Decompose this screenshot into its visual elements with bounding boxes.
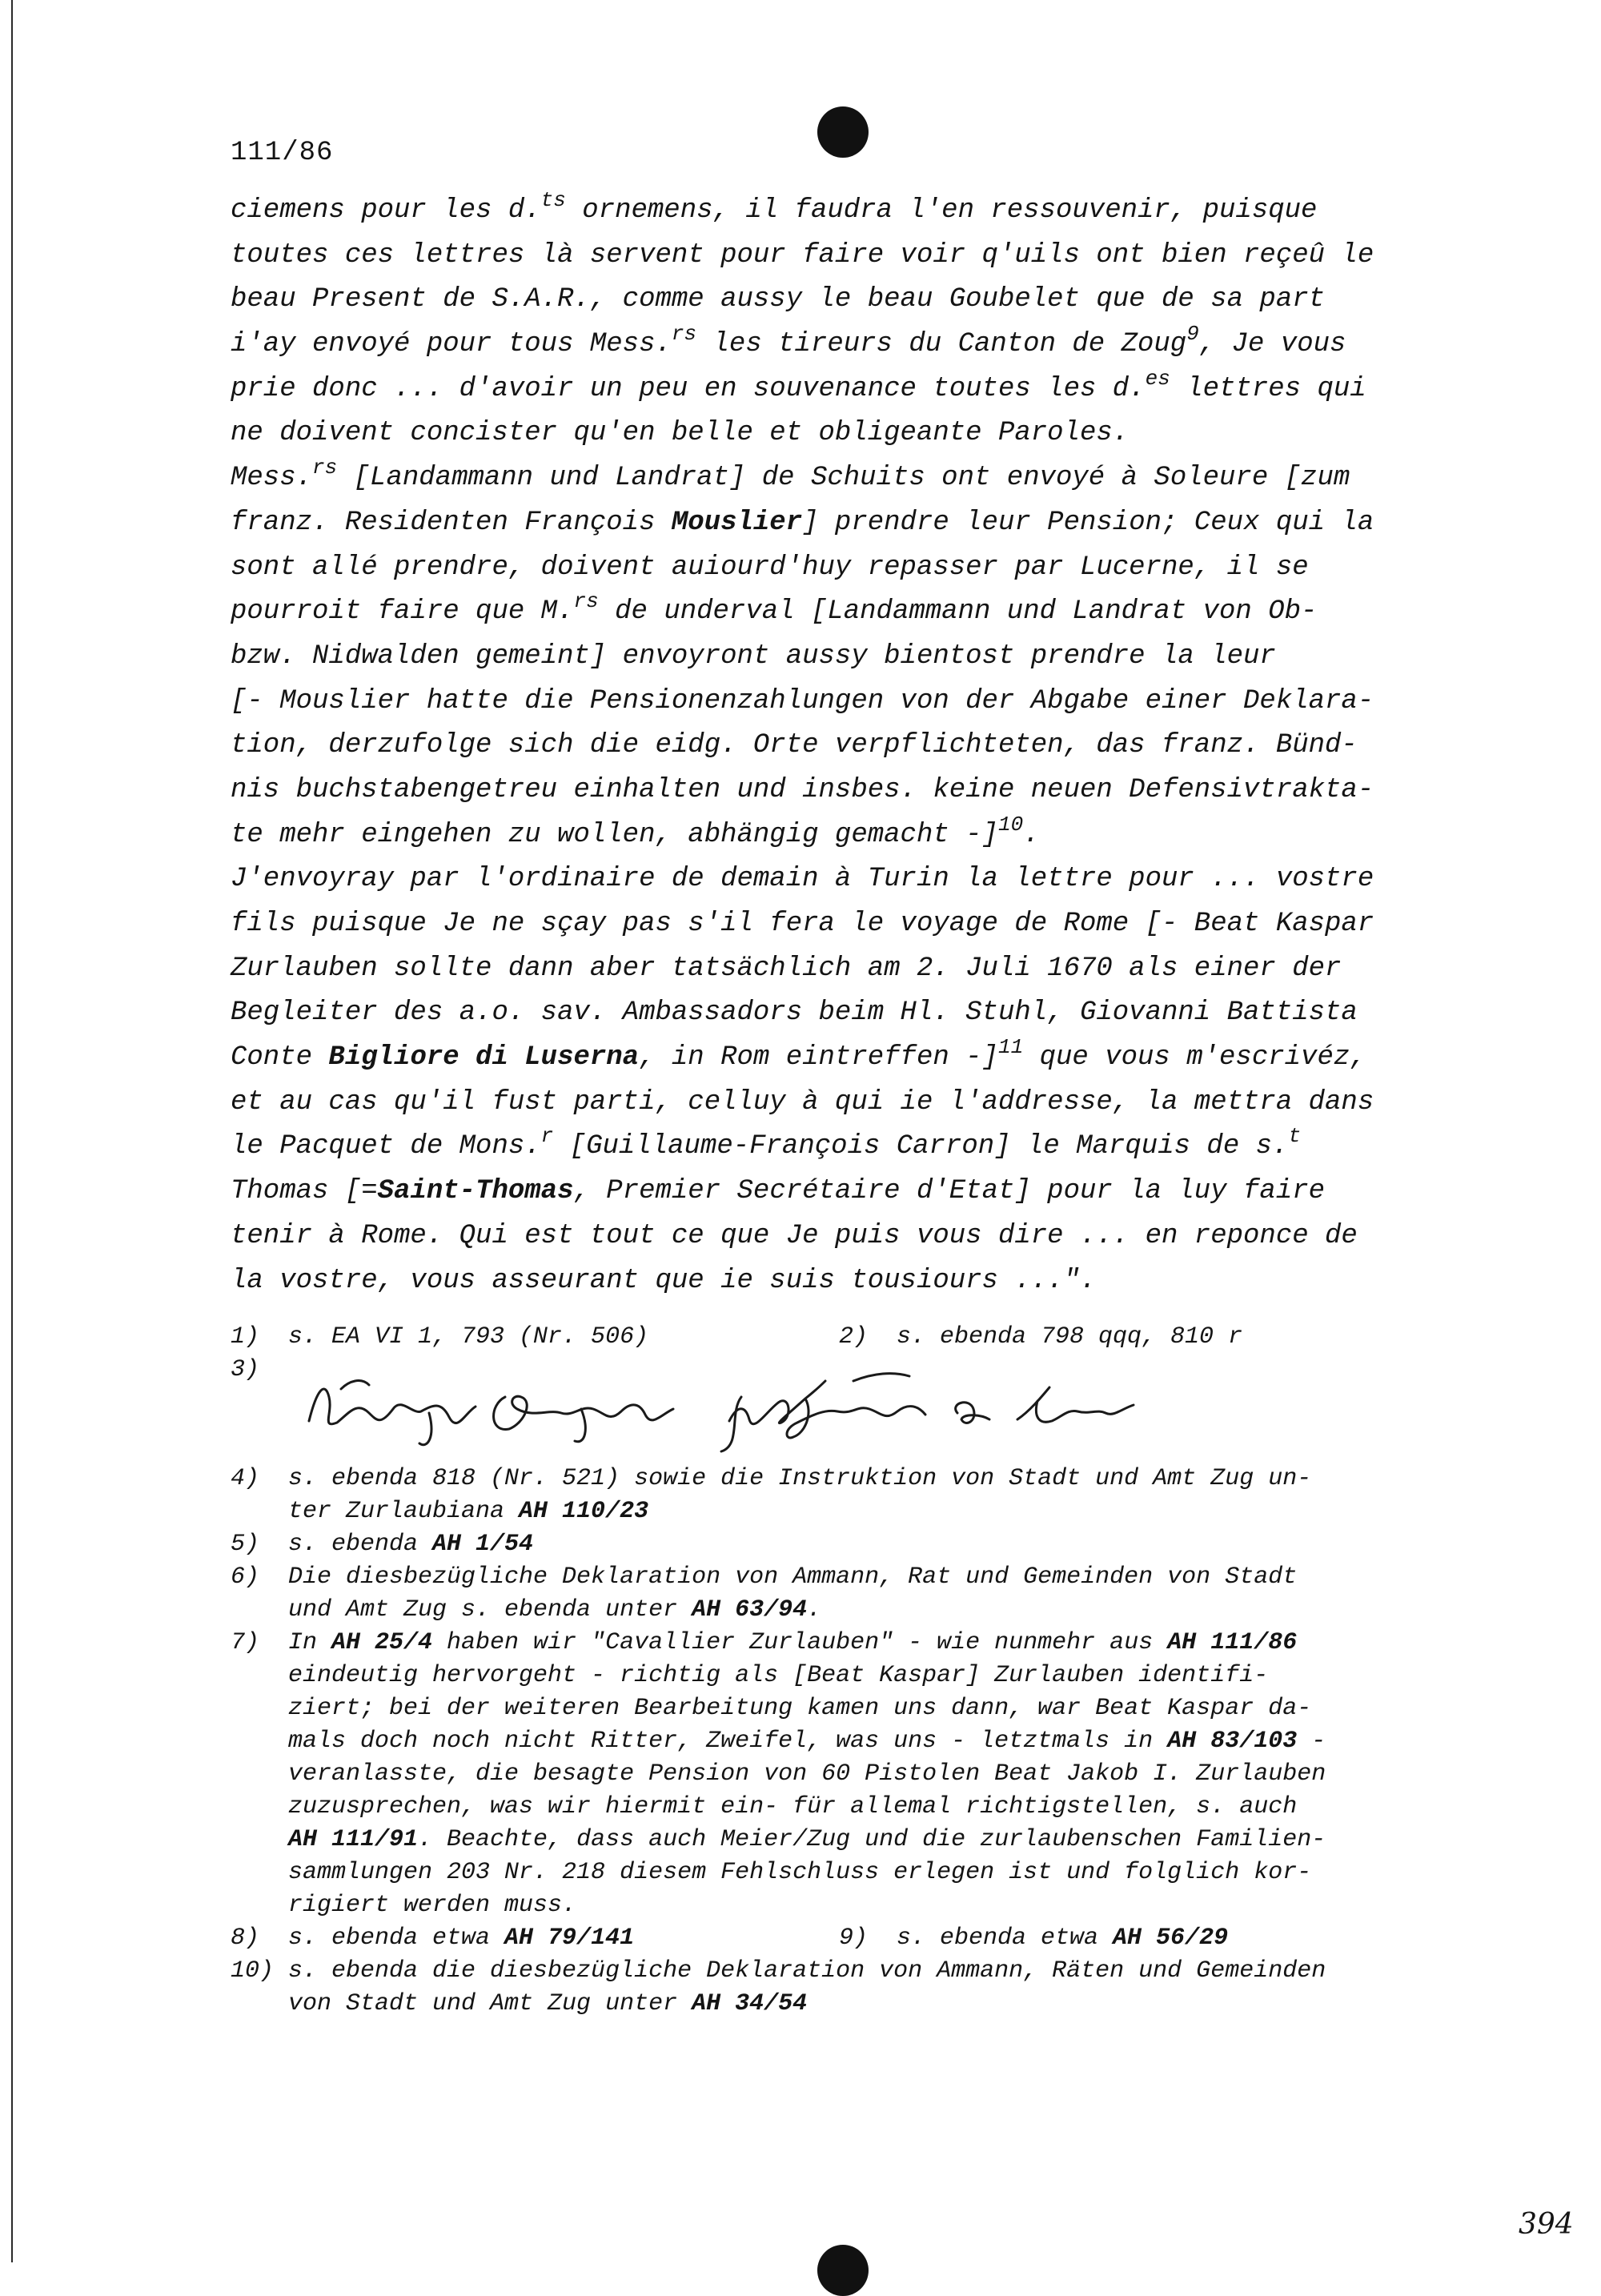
text-line (231, 323, 1463, 367)
superscript: 10 (997, 812, 1024, 837)
text-line (231, 501, 1463, 546)
text-line (231, 680, 1463, 725)
text-line (231, 902, 1463, 947)
bold-name: Saint-Thomas (377, 1176, 574, 1207)
text-line (231, 857, 1463, 902)
text-run: les tireurs du Canton de Zoug (696, 329, 1187, 360)
footnote-number: 3) (231, 1356, 260, 1383)
text-run: Conte (231, 1042, 329, 1074)
text-run: ciemens pour les d. (231, 195, 541, 226)
footnote-text: s. ebenda die diesbezügliche Deklaration von Ammann, Räten und Gemeinden von Stadt und Amt Zug unter AH 34/54 (288, 1957, 1326, 2017)
text-run: , in Rom eintreffen -] (639, 1042, 998, 1074)
main-text (231, 189, 1463, 1303)
footnote-text: Die diesbezügliche Deklaration von Ammann, Rat und Gemeinden von Stadt und Amt Zug s. ebenda unter AH 63/94. (288, 1563, 1298, 1624)
text-run: la vostre, vous asseurant que ie suis tousiours ...". (231, 1265, 1097, 1296)
text-line (231, 590, 1463, 635)
footnote-text: s. ebenda etwa AH 56/29 (897, 1925, 1229, 1952)
text-line (231, 635, 1463, 680)
footnote-4 (231, 1463, 1479, 1528)
text-run: J'envoyray par l'ordinaire de demain à Turin la lettre pour ... vostre (231, 864, 1374, 895)
superscript: 9 (1186, 322, 1199, 347)
text-run: [Guillaume-François Carron] le Marquis de s. (553, 1131, 1289, 1162)
footnotes (231, 1321, 1479, 2021)
text-run: ornemens, il faudra l'en ressouvenir, puisque (565, 195, 1318, 226)
text-run: Zurlauben sollte dann aber tatsächlich am 2. Juli 1670 als einer der (231, 953, 1342, 984)
punch-hole-bottom (817, 2245, 869, 2296)
page-left-edge (11, 0, 13, 2262)
text-line (231, 546, 1463, 591)
text-run: [Landammann und Landrat] de Schuits ont envoyé à Soleure [zum (337, 463, 1350, 494)
text-line (231, 1036, 1463, 1081)
text-line (231, 991, 1463, 1036)
text-line (231, 1259, 1463, 1304)
text-run: ] prendre leur Pension; Ceux qui la (802, 507, 1374, 538)
text-run: tion, derzufolge sich die eidg. Orte verpflichteten, das franz. Bünd- (231, 730, 1358, 761)
text-run: tenir à Rome. Qui est tout ce que Je puis vous dire ... en reponce de (231, 1220, 1358, 1251)
text-run: toutes ces lettres là servent pour faire voir q'uils ont bien reçeû le (231, 239, 1374, 271)
footnote-row-1-2 (231, 1321, 1479, 1354)
text-run: i'ay envoyé pour tous Mess. (231, 329, 672, 360)
footnote-number: 5) (231, 1531, 260, 1558)
superscript: 11 (997, 1035, 1024, 1060)
footnote-text: s. ebenda 798 qqq, 810 r (897, 1323, 1243, 1351)
footnote-number: 8) (231, 1925, 260, 1952)
superscript: rs (671, 322, 697, 347)
footnote-text: s. ebenda AH 1/54 (288, 1531, 534, 1558)
text-line (231, 724, 1463, 769)
superscript: es (1145, 366, 1170, 391)
text-run: sont allé prendre, doivent auiourd'huy repasser par Lucerne, il se (231, 552, 1309, 583)
text-run: nis buchstabengetreu einhalten und insbes. keine neuen Defensivtrakta- (231, 774, 1374, 805)
footnote-text: s. EA VI 1, 793 (Nr. 506) (288, 1323, 649, 1351)
footnote-number: 4) (231, 1465, 260, 1492)
text-run: le Pacquet de Mons. (231, 1131, 541, 1162)
text-run: bzw. Nidwalden gemeint] envoyront aussy bientost prendre la leur (231, 640, 1276, 672)
text-run: fils puisque Je ne sçay pas s'il fera le voyage de Rome [- Beat Kaspar (231, 909, 1374, 939)
text-line (231, 278, 1463, 323)
footnote-number: 2) (839, 1323, 869, 1351)
text-run: que vous m'escrivéz, (1023, 1042, 1366, 1074)
text-line (231, 1170, 1463, 1214)
superscript: ts (540, 188, 566, 212)
text-run: . (1023, 819, 1040, 850)
text-run: lettres qui (1170, 373, 1366, 404)
text-line (231, 813, 1463, 858)
superscript: t (1288, 1124, 1302, 1149)
text-run: Begleiter des a.o. sav. Ambassadors beim Hl. Stuhl, Giovanni Battista (231, 997, 1358, 1029)
footnote-3 (231, 1354, 1479, 1463)
footnote-number: 7) (231, 1629, 260, 1656)
text-run: te mehr eingehen zu wollen, abhängig gemacht -] (231, 819, 998, 850)
superscript: rs (573, 589, 599, 614)
page-reference: 111/86 (231, 138, 334, 168)
text-run: Mess. (231, 463, 313, 494)
text-run: prie donc ... d'avoir un peu en souvenance toutes les d. (231, 373, 1146, 404)
footnote-6 (231, 1561, 1479, 1627)
text-run: beau Present de S.A.R., comme aussy le beau Goubelet que de sa part (231, 284, 1326, 315)
footnote-text: In AH 25/4 haben wir "Cavallier Zurlauben" - wie nunmehr aus AH 111/86 eindeutig hervorgeht - richtig als [Beat Kaspar] Zurlauben identifi- ziert; bei der weiteren Bearbeitung kamen uns dann, war Beat Kaspar da- mals doch noch nicht Ritter, Zweifel, was uns - letztmals in AH 83/103 - veranlasste, die besagte Pension von 60 Pistolen Beat Jakob I. Zurlauben zuzusprechen, was wir hiermit ein- für allemal richtigstellen, s. auch AH 111/91. Beachte, dass auch Meier/Zug und die zurlaubenschen Familien- sammlungen 203 Nr. 218 diesem Fehlschluss erlegen ist und folglich kor- rigiert werden muss. (288, 1629, 1326, 1919)
text-line (231, 234, 1463, 279)
bold-name: Mouslier (671, 507, 803, 538)
text-run: Thomas [= (231, 1176, 378, 1207)
text-run: de underval [Landammann und Landrat von Ob- (598, 596, 1318, 628)
text-run: et au cas qu'il fust parti, celluy à qui ie l'addresse, la mettra dans (231, 1086, 1374, 1118)
footnote-row-8-9 (231, 1922, 1479, 1955)
text-line (231, 769, 1463, 813)
text-run: ne doivent concister qu'en belle et obligeante Paroles. (231, 418, 1130, 449)
footnote-number: 10) (231, 1957, 275, 1985)
text-line (231, 367, 1463, 412)
text-line (231, 1125, 1463, 1170)
text-run: [- Mouslier hatte die Pensionenzahlungen von der Abgabe einer Deklara- (231, 685, 1374, 716)
handwritten-script-excerpt (293, 1365, 1254, 1453)
footnote-text: s. ebenda etwa AH 79/141 (288, 1925, 635, 1952)
text-run: , Je vous (1198, 329, 1346, 360)
punch-hole-top (817, 106, 869, 158)
text-run: , Premier Secrétaire d'Etat] pour la luy faire (573, 1176, 1326, 1207)
footnote-number: 1) (231, 1323, 260, 1351)
text-line (231, 947, 1463, 992)
footnote-number: 9) (839, 1925, 869, 1952)
text-line (231, 1214, 1463, 1259)
footnote-text: s. ebenda 818 (Nr. 521) sowie die Instruktion von Stadt und Amt Zug un- ter Zurlaubiana AH 110/23 (288, 1465, 1312, 1525)
bold-name: Bigliore di Luserna (328, 1042, 640, 1074)
text-line (231, 1081, 1463, 1126)
footnote-5 (231, 1528, 1479, 1561)
text-run: pourroit faire que M. (231, 596, 574, 628)
text-run: franz. Residenten François (231, 507, 672, 538)
superscript: r (540, 1124, 554, 1149)
text-line (231, 189, 1463, 234)
text-line (231, 456, 1463, 501)
footnote-number: 6) (231, 1563, 260, 1591)
page-number: 394 (1519, 2208, 1574, 2241)
superscript: rs (312, 456, 338, 480)
text-line (231, 411, 1463, 456)
footnote-10 (231, 1955, 1479, 2021)
footnote-7 (231, 1627, 1479, 1922)
